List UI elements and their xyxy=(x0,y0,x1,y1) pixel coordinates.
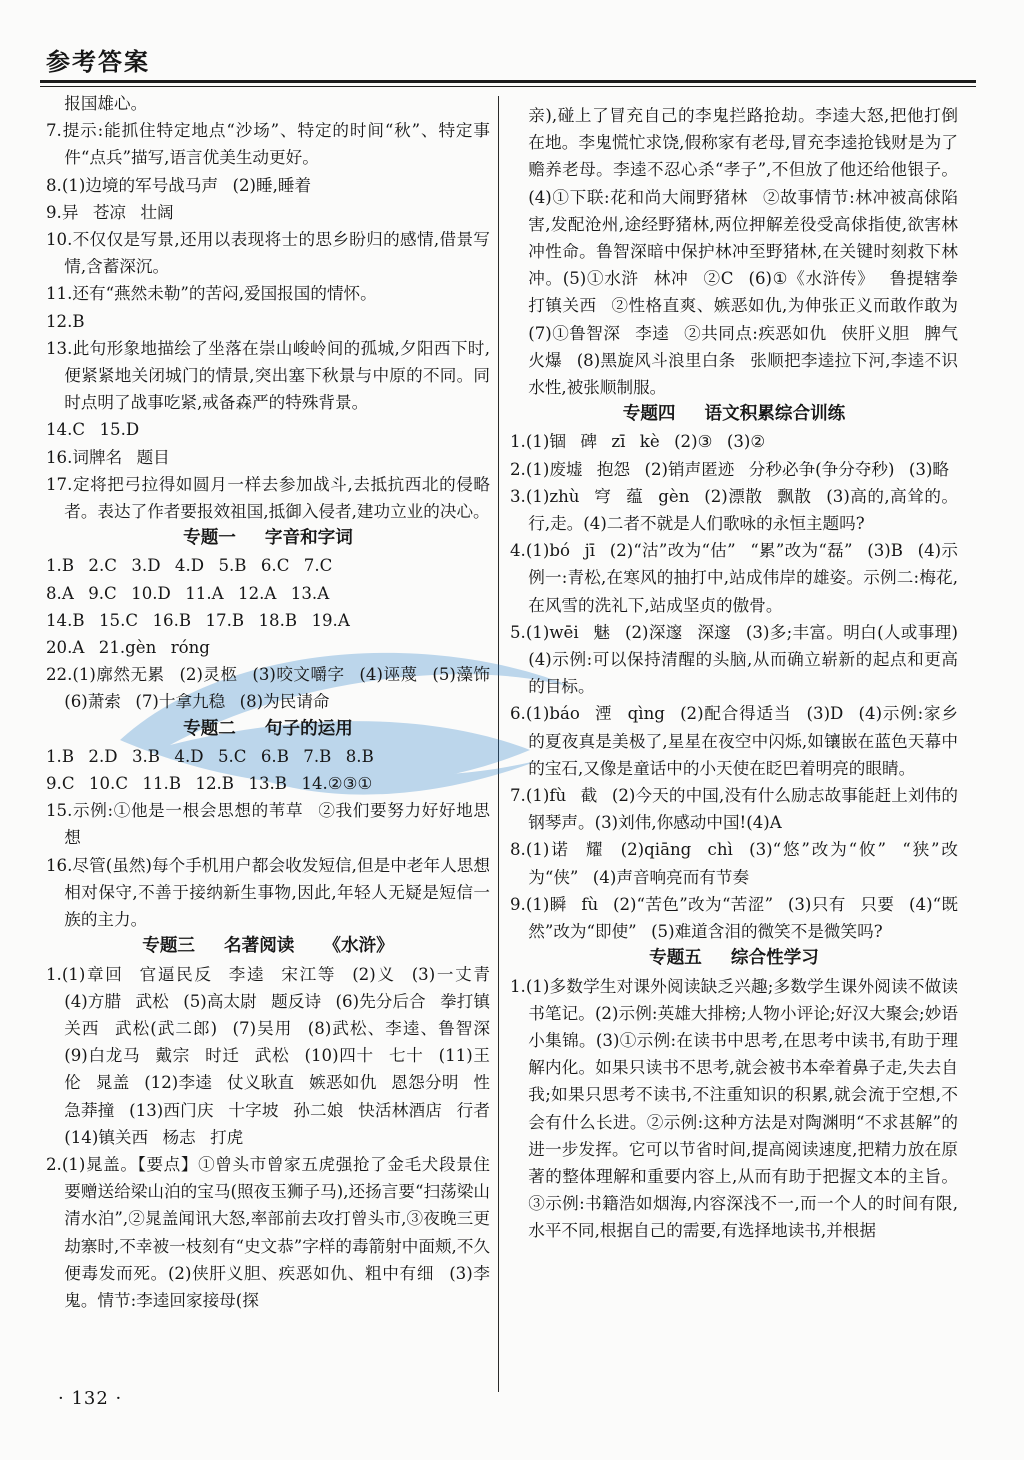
section-heading: 专题五 综合性学习 xyxy=(649,948,819,969)
answer-item: 8.(1)边境的军号战马声 (2)睡,睡着 xyxy=(46,175,312,195)
answer-item: 2.(1)晁盖。【要点】①曾头市曾家五虎强抢了金毛犬段景住要赠送给梁山泊的宝马(照夜玉狮子马),还扬言要“扫荡梁山清水泊”,②晁盖闻讯大怒,率部前去攻打曾头市,③夜晚三更劫寨时,不幸被一枝刻有“史文恭”字样的毒箭射中面颊,不久便毒发而死。(2)侠肝义胆、疾恶如仇、粗中有细 (3)李鬼。情节:李逵回家接母(探 xyxy=(46,1154,490,1310)
answer-item: 3.(1)zhù 穹 蕴 gèn (2)漂散 飘散 (3)高的,高耸的。行,走。(4)二者不就是人们歌咏的永恒主题吗? xyxy=(510,486,958,534)
answer-item: 20.A 21.gèn róng xyxy=(46,638,210,658)
continuation-text: 亲),碰上了冒充自己的李鬼拦路抢劫。李逵大怒,把他打倒在地。李鬼慌忙求饶,假称家有老母,冒充李逵抢钱财是为了赡养老母。李逵不忍心杀“孝子”,不但放了他还给他银子。(4)①下联:花和尚大闹野猪林 ②故事情节:林冲被高俅陷害,发配沧州,途经野猪林,两位押解差役受高俅指使,欲害林冲性命。鲁智深暗中保护林冲至野猪林,在关键时刻救下林冲。(5)①水浒 林冲 ②C (6)①《水浒传》 鲁提辖拳打镇关西 ②性格直爽、嫉恶如仇,为伸张正义而敢作敢为 (7)①鲁智深 李逵 ②共同点:疾恶如仇 侠肝义胆 脾气火爆 (8)黑旋风斗浪里白条 张顺把李逵拉下河,李逵不识水性,被张顺制服。 xyxy=(528,106,958,398)
page-number: · 132 · xyxy=(58,1388,123,1409)
answer-item: 10.不仅仅是写景,还用以表现将士的思乡盼归的感情,借景写情,含蓄深沉。 xyxy=(46,230,490,277)
answer-item: 9.C 10.C 11.B 12.B 13.B 14.②③① xyxy=(46,774,373,794)
answer-item: 1.B 2.D 3.B 4.D 5.C 6.B 7.B 8.B xyxy=(46,746,374,766)
section-heading: 专题三 名著阅读 《水浒》 xyxy=(142,936,394,957)
answer-item: 12.B xyxy=(46,311,85,331)
answer-item: 9.异 苍凉 壮阔 xyxy=(46,202,174,222)
answer-item: 13.此句形象地描绘了坐落在崇山峻岭间的孤城,夕阳西下时,便紧紧地关闭城门的情景,突出塞下秋景与中原的不同。同时点明了战事吃紧,戒备森严的特殊背景。 xyxy=(46,338,490,413)
left-column xyxy=(46,90,490,1390)
answer-item: 14.C 15.D xyxy=(46,420,140,440)
answer-item: 2.(1)废墟 抱怨 (2)销声匿迹 分秒必争(争分夺秒) (3)略 xyxy=(510,459,950,479)
answer-item: 8.A 9.C 10.D 11.A 12.A 13.A xyxy=(46,583,330,603)
header-rule-thin xyxy=(40,86,976,87)
answer-item: 5.(1)wēi 魅 (2)深邃 深邃 (3)多;丰富。明白(人或事理) (4)示例:可以保持清醒的头脑,从而确立崭新的起点和更高的目标。 xyxy=(510,622,958,697)
answer-item: 8.(1)诺 耀 (2)qiāng chì (3)“悠”改为“攸” “狭”改为“侠” (4)声音响亮而有节奏 xyxy=(510,840,958,887)
answer-item: 22.(1)廓然无累 (2)灵柩 (3)咬文嚼字 (4)诬蔑 (5)藻饰 (6)萧索 (7)十拿九稳 (8)为民请命 xyxy=(46,665,490,712)
answer-item: 1.B 2.C 3.D 4.D 5.B 6.C 7.C xyxy=(46,556,333,576)
answer-item: 11.还有“燕然未勒”的苦闷,爱国报国的情怀。 xyxy=(46,284,377,304)
header-rule-thick xyxy=(40,80,976,83)
section-heading: 专题四 语文积累综合训练 xyxy=(622,404,846,425)
right-column xyxy=(510,102,958,1390)
page-header-title: 参考答案 xyxy=(46,48,150,76)
section-heading: 专题二 句子的运用 xyxy=(183,718,353,739)
continuation-text: 报国雄心。 xyxy=(64,94,148,113)
section-heading: 专题一 字音和字词 xyxy=(183,528,353,549)
answer-item: 6.(1)báo 湮 qìng (2)配合得适当 (3)D (4)示例:家乡的夏夜真是美极了,星星在夜空中闪烁,如镶嵌在蓝色天幕中的宝石,又像是童话中的小天使在眨巴着明亮的眼睛。 xyxy=(510,704,958,778)
answer-item: 16.尽管(虽然)每个手机用户都会收发短信,但是中老年人思想相对保守,不善于接纳新生事物,因此,年轻人无疑是短信一族的主力。 xyxy=(46,855,490,930)
answer-item: 1.(1)章回 官逼民反 李逵 宋江等 (2)义 (3)一丈青 (4)方腊 武松 (5)高太尉 题反诗 (6)先分后合 拳打镇关西 武松(武二郎) (7)吴用 (8)武松、李逵、鲁智深 (9)白龙马 戴宗 时迁 武松 (10)四十 七十 (11)王伦 晁盖 (12)李逵 仗义耿直 嫉恶如仇 恩怨分明 性急莽撞 (13)西门庆 十字坡 孙二娘 快活林酒店 行者 (14)镇关西 杨志 打虎 xyxy=(46,964,490,1147)
answer-item: 7.(1)fù 截 (2)今天的中国,没有什么励志故事能赶上刘伟的钢琴声。(3)刘伟,你感动中国!(4)A xyxy=(510,786,958,833)
column-divider xyxy=(498,96,499,1392)
answer-item: 1.(1)锢 碑 zī kè (2)③ (3)② xyxy=(510,432,766,452)
answer-item: 16.词牌名 题目 xyxy=(46,447,170,467)
answer-item: 14.B 15.C 16.B 17.B 18.B 19.A xyxy=(46,610,350,630)
answer-item: 4.(1)bó jī (2)“沽”改为“估” “累”改为“磊” (3)B (4)示例一:青松,在寒风的抽打中,站成伟岸的雄姿。示例二:梅花,在风雪的洗礼下,站成坚贞的傲骨。 xyxy=(510,541,958,615)
answer-item: 1.(1)多数学生对课外阅读缺乏兴趣;多数学生课外阅读不做读书笔记。(2)示例:英雄大排榜;人物小评论;好汉大聚会;妙语小集锦。(3)①示例:在读书中思考,在思考中读书,有助于理解内化。如果只读书不思考,就会被书本牵着鼻子走,失去自我;如果只思考不读书,不注重知识的积累,就会流于空想,不会有什么长进。②示例:这种方法是对陶渊明“不求甚解”的进一步发挥。它可以节省时间,提高阅读速度,把精力放在原著的整体理解和重要内容上,从而有助于把握文本的主旨。③示例:书籍浩如烟海,内容深浅不一,而一个人的时间有限,水平不同,根据自己的需要,有选择地读书,并根据 xyxy=(510,976,958,1241)
answer-item: 17.定将把弓拉得如圆月一样去参加战斗,去抵抗西北的侵略者。表达了作者要报效祖国,抵御入侵者,建功立业的决心。 xyxy=(46,474,490,522)
answer-item: 15.示例:①他是一根会思想的苇草 ②我们要努力好好地思想 xyxy=(46,801,490,848)
answer-item: 7.提示:能抓住特定地点“沙场”、特定的时间“秋”、特定事件“点兵”描写,语言优美生动更好。 xyxy=(46,121,490,168)
answer-item: 9.(1)瞬 fù (2)“苦色”改为“苦涩” (3)只有 只要 (4)“既然”改为“即使” (5)难道含泪的微笑不是微笑吗? xyxy=(510,894,958,942)
